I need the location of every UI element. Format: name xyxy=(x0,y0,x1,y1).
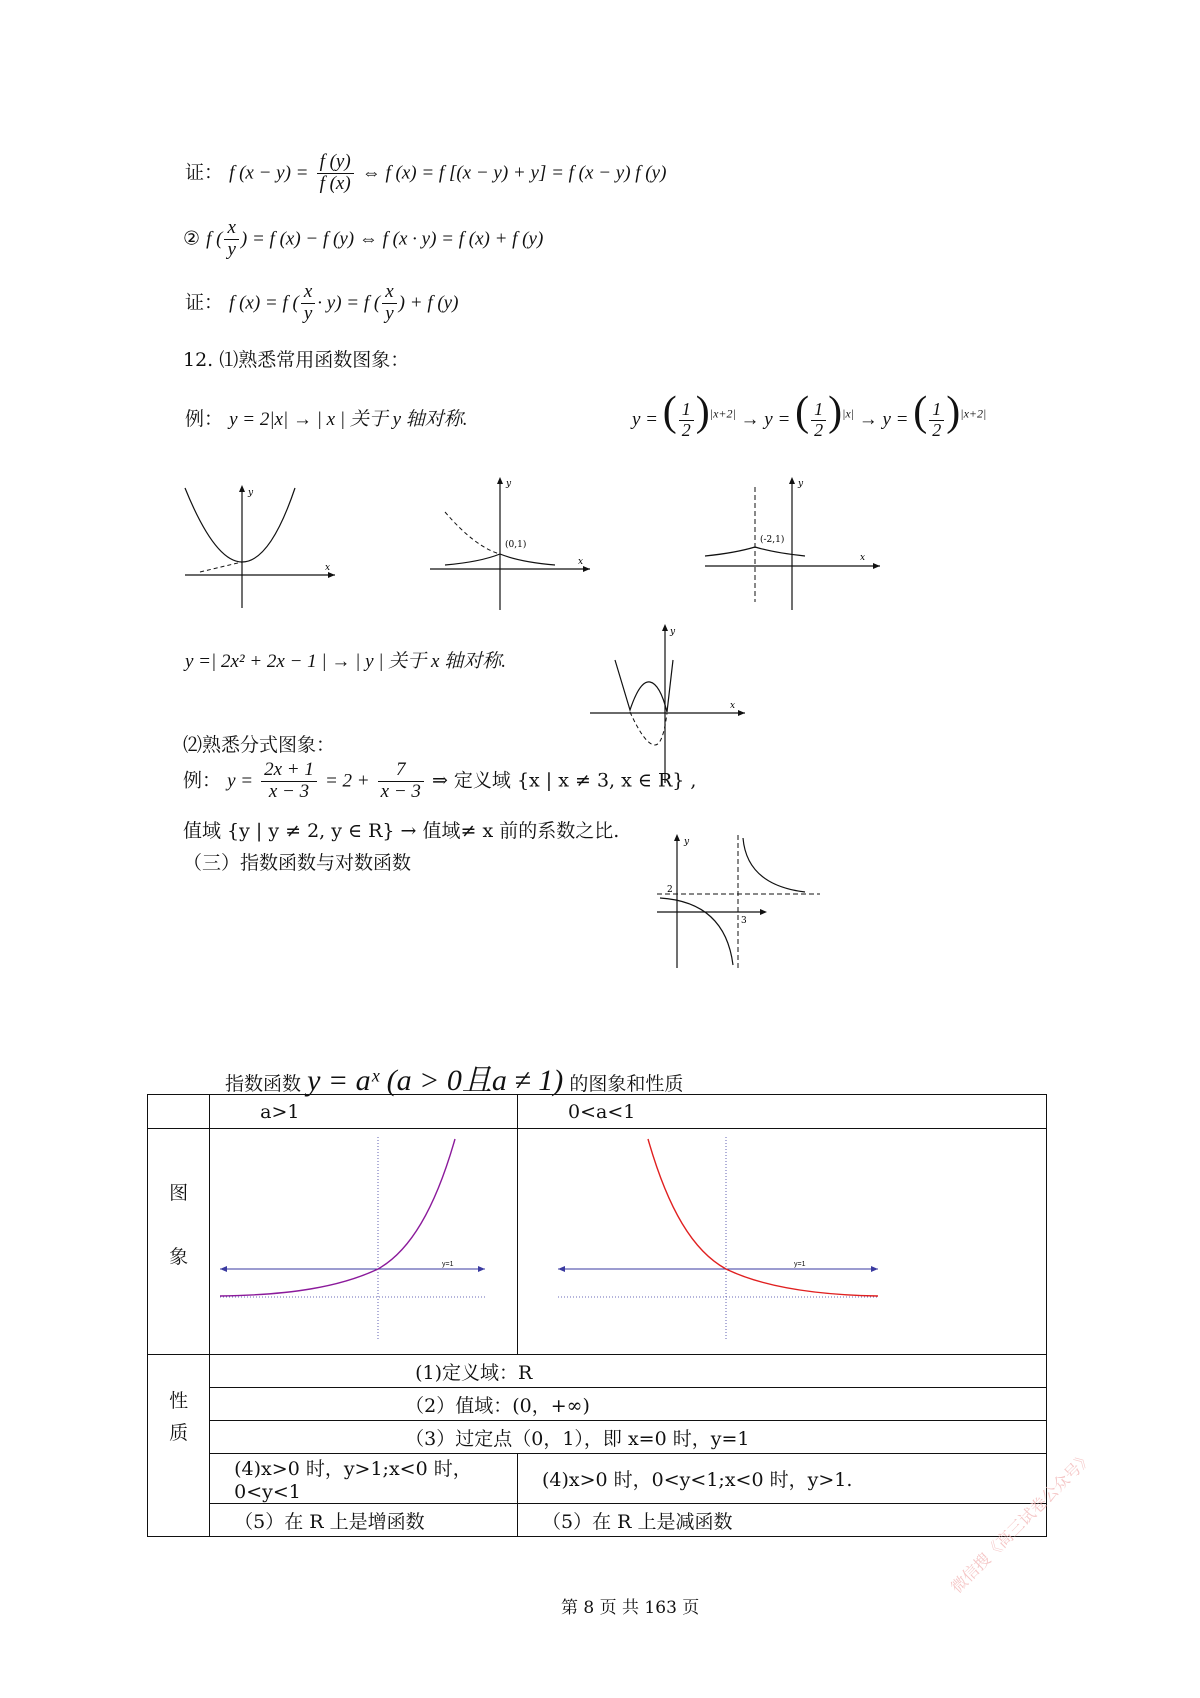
header-a-gt-1: a>1 xyxy=(210,1095,518,1129)
item-12-title: 12. ⑴熟悉常用函数图象： xyxy=(183,349,410,371)
formula-2: ② f ( $\frac{x}{y}$ ) = f (x) − f (y) ⇔ f (x · y) = f (x) + f (y) xyxy=(183,217,544,260)
property-5-right: （5）在 R 上是减函数 xyxy=(518,1504,1047,1537)
example-1: 例： y = 2|x| → | x | 关于 y 轴对称. xyxy=(185,408,468,430)
item-12-2-title: ⑵熟悉分式图象： xyxy=(183,734,336,756)
property-5-left: （5）在 R 上是增函数 xyxy=(210,1504,518,1537)
graph-hyperbola xyxy=(655,830,830,970)
svg-text:y: y xyxy=(506,479,512,489)
fraction: $\frac{f (y)}{f (x)}$ xyxy=(317,152,354,195)
graph-half-abs-x xyxy=(425,472,595,612)
svg-text:x: x xyxy=(860,553,866,563)
graph-decreasing-cell xyxy=(518,1129,1047,1355)
x-axis-label: x xyxy=(325,563,331,573)
example-1-chain: y = ( $\frac{1}{2}$ )$^{|x+2|}$ → y = ( $\frac{1}{2}$ )$^{|x|}$ → y = ( $\frac{1}{2}$ )$^{|x+2|}$ xyxy=(632,389,987,441)
exponential-properties-table xyxy=(147,1094,1047,1537)
property-1: (1)定义域：R xyxy=(210,1355,1047,1388)
svg-text:3: 3 xyxy=(741,916,747,926)
property-3: （3）过定点（0，1），即 x=0 时，y=1 xyxy=(210,1421,1047,1454)
properties-row-label: 性 质 xyxy=(148,1355,210,1537)
exp-increasing-graph xyxy=(210,1129,488,1354)
example-3: 例： y = $\frac{2x + 1}{x - 3}$ = 2 + $\frac{7}{x - 3}$ ⇒ 定义域 {x | x ≠ 3, x ∈ R} , xyxy=(183,759,697,802)
property-4-left: (4)x>0 时，y>1;x<0 时，0<y<1 xyxy=(210,1454,518,1504)
example-2: y =| 2x² + 2x − 1 | → | y | 关于 x 轴对称. xyxy=(185,651,506,672)
watermark: 微信搜《高三试卷公众号》 xyxy=(947,1447,1097,1597)
exp-decreasing-graph xyxy=(518,1129,1046,1354)
point-label: (0,1) xyxy=(505,540,527,550)
svg-text:x: x xyxy=(578,557,584,567)
range-line: 值域 {y | y ≠ 2, y ∈ R} → 值域≠ x 前的系数之比. xyxy=(183,820,620,842)
proof-prefix: 证： xyxy=(185,161,224,184)
corner-cell xyxy=(148,1095,210,1129)
proof-formula-3: 证： f (x) = f ( $\frac{x}{y}$ · y) = f ( $\frac{x}{y}$ ) + f (y) xyxy=(185,281,459,324)
svg-text:y: y xyxy=(670,627,676,637)
section-3-title: （三）指数函数与对数函数 xyxy=(183,852,412,874)
property-2: （2）值域：(0，+∞) xyxy=(210,1388,1047,1421)
fraction: $\frac{x}{y}$ xyxy=(301,282,315,325)
fraction: $\frac{7}{x - 3}$ xyxy=(378,760,424,803)
y-axis-label: y xyxy=(248,488,254,498)
svg-text:y: y xyxy=(798,479,804,489)
svg-text:y: y xyxy=(684,837,690,847)
fraction: $\frac{x}{y}$ xyxy=(382,282,396,325)
svg-text:2: 2 xyxy=(667,885,673,895)
property-4-right: (4)x>0 时，0<y<1;x<0 时，y>1. xyxy=(518,1454,1047,1504)
graph-2-abs-x xyxy=(180,480,340,610)
graph-half-abs-x-plus-2 xyxy=(700,472,890,612)
fraction: $\frac{2x + 1}{x - 3}$ xyxy=(261,760,317,803)
header-a-lt-1: 0<a<1 xyxy=(518,1095,1047,1129)
page-footer: 第 8 页 共 163 页 xyxy=(561,1598,700,1618)
svg-text:y=1: y=1 xyxy=(794,1261,806,1268)
table-title: 指数函数 y = aˣ (a > 0且a ≠ 1) 的图象和性质 xyxy=(225,1064,684,1097)
y1-label: y=1 xyxy=(442,1261,454,1268)
graph-increasing-cell xyxy=(210,1129,518,1355)
point-label: (-2,1) xyxy=(760,535,785,545)
image-row-label: 图 象 xyxy=(148,1129,210,1355)
proof-formula-1: 证： f (x − y) = $\frac{f (y)}{f (x)}$ ⇔ f (x) = f [(x − y) + y] = f (x − y) f (y) xyxy=(185,151,667,194)
fraction: $\frac{x}{y}$ xyxy=(224,218,238,261)
svg-text:x: x xyxy=(730,701,736,711)
